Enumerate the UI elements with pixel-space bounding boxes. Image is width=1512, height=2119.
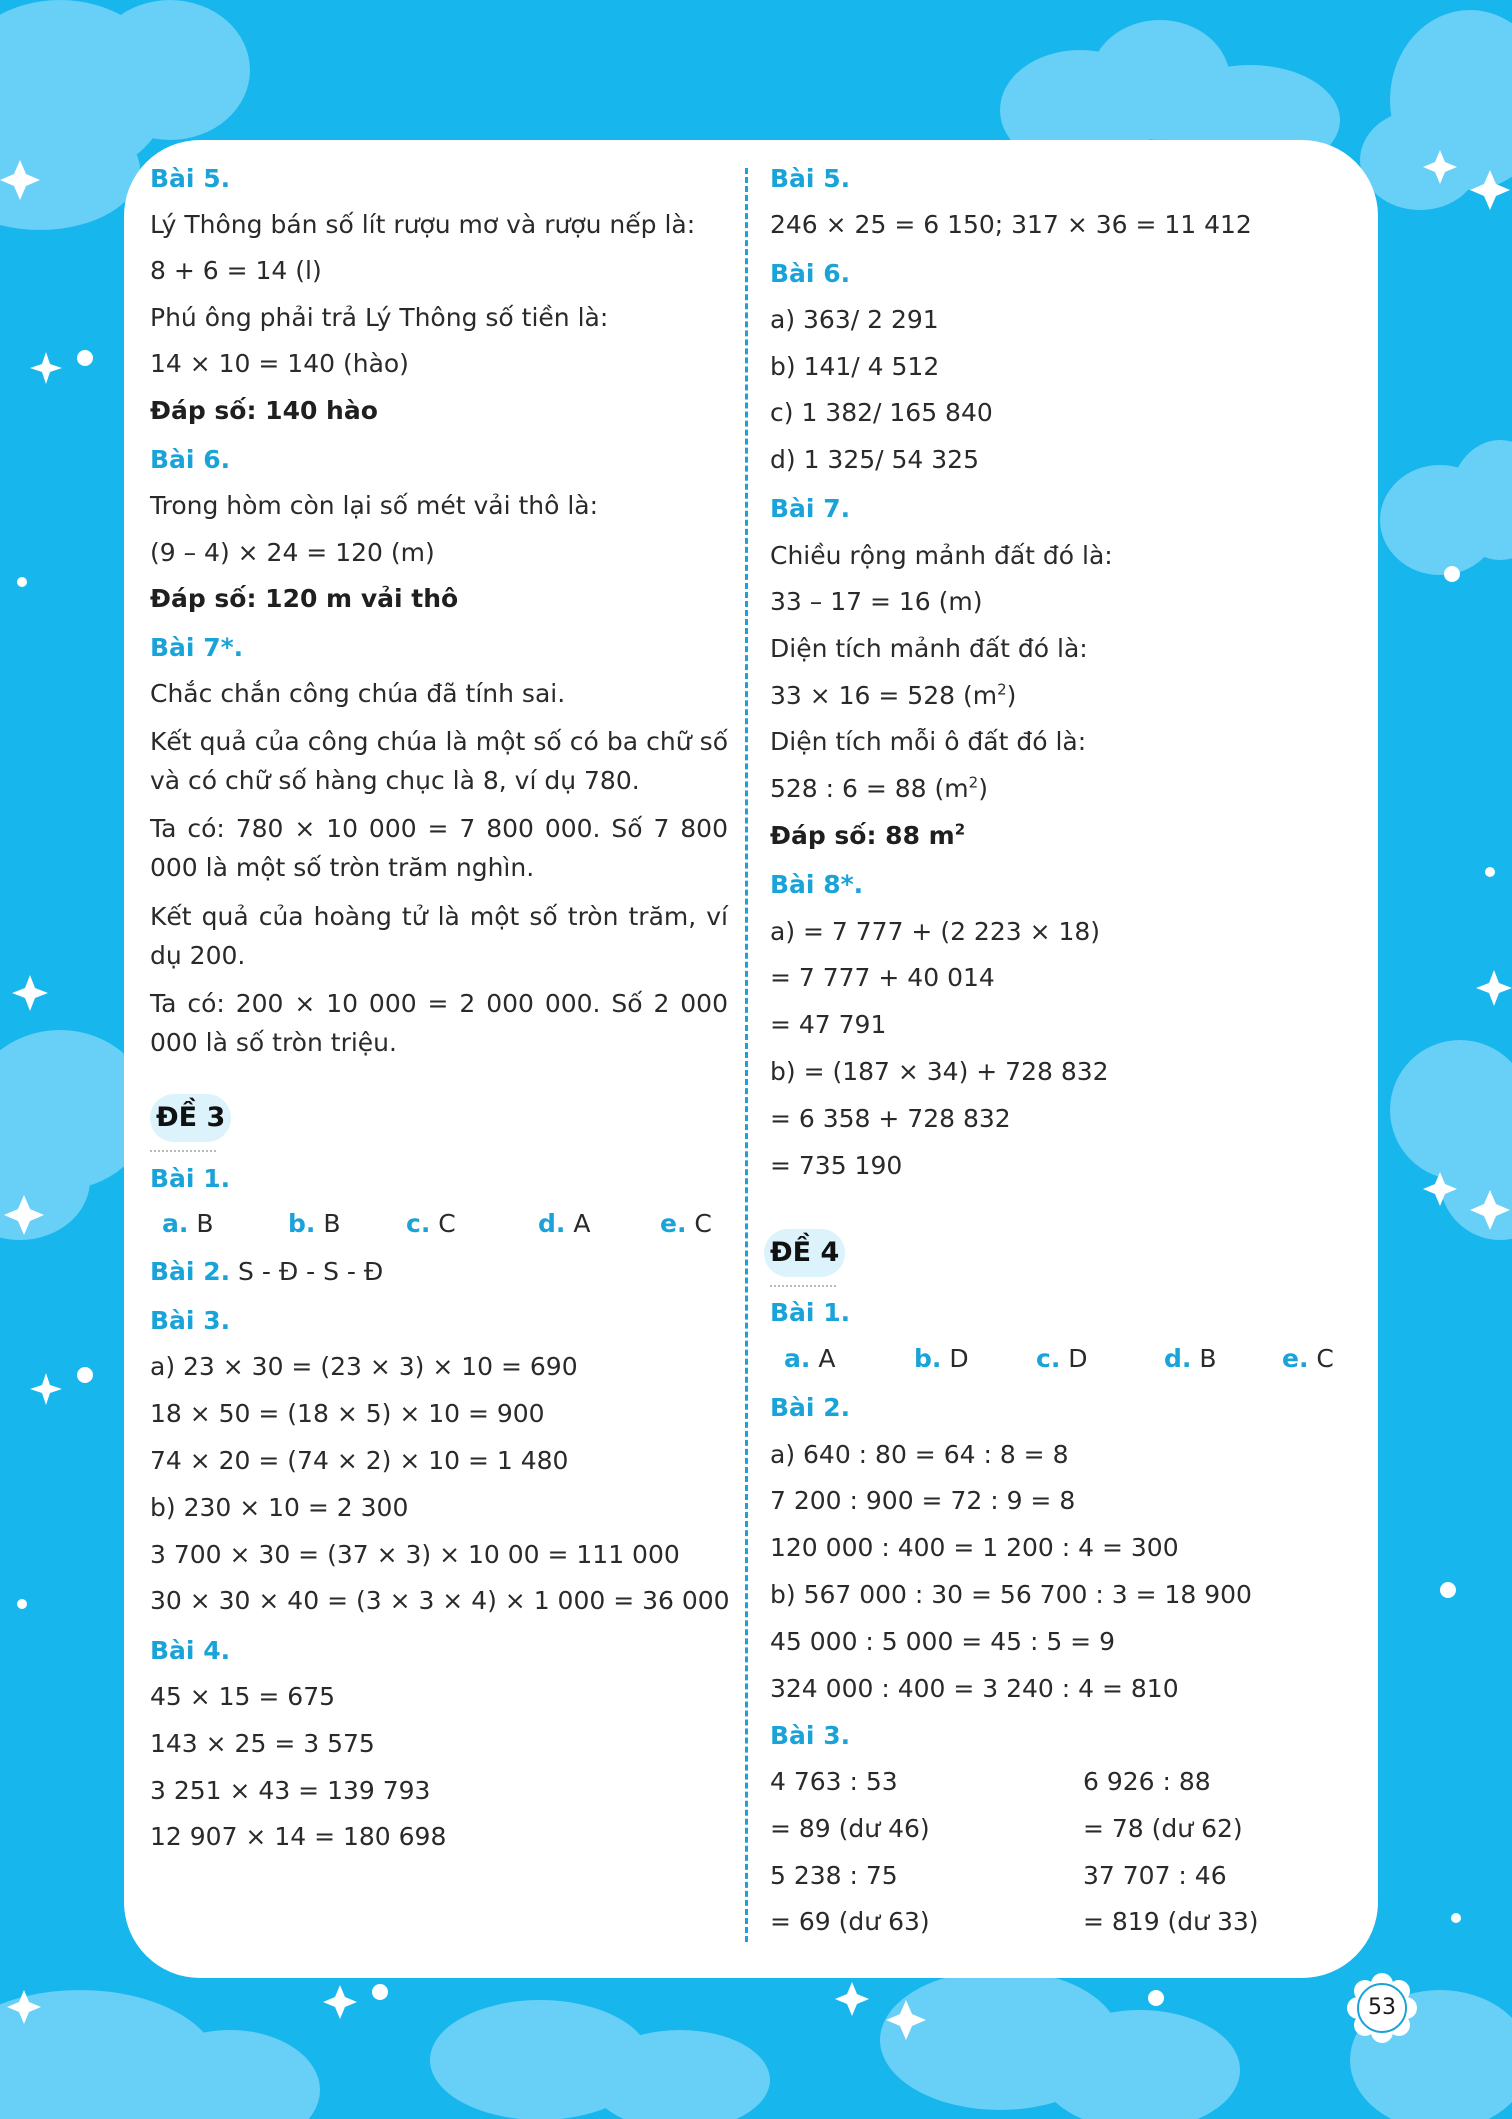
text-paragraph: Ta có: 200 × 10 000 = 2 000 000. Số 2 000 000 là số tròn triệu. (150, 989, 728, 1057)
text-line: = 6 358 + 728 832 (770, 1104, 1011, 1133)
option-c: c. D (1036, 1344, 1088, 1373)
text-line: 5 238 : 75 (770, 1861, 898, 1890)
text-line: 3 700 × 30 = (37 × 3) × 10 00 = 111 000 (150, 1540, 680, 1569)
text-line: 30 × 30 × 40 = (3 × 3 × 4) × 1 000 = 36 000 (150, 1586, 730, 1615)
text-line: b) = (187 × 34) + 728 832 (770, 1057, 1109, 1086)
sparkle-icon (30, 1373, 62, 1405)
text-line: a) 23 × 30 = (23 × 3) × 10 = 690 (150, 1352, 578, 1381)
exam-badge: ĐỀ 3 (150, 1094, 231, 1142)
text-line: 143 × 25 = 3 575 (150, 1729, 375, 1758)
text-line: = 7 777 + 40 014 (770, 963, 995, 992)
section-heading: Bài 3. (150, 1306, 231, 1335)
dot-decoration (1485, 867, 1495, 877)
option-d: d. A (538, 1209, 591, 1238)
sparkle-icon (835, 1982, 869, 2016)
text-line: 74 × 20 = (74 × 2) × 10 = 1 480 (150, 1446, 569, 1475)
section-heading: Bài 1. (770, 1298, 851, 1327)
text-line: 246 × 25 = 6 150; 317 × 36 = 11 412 (770, 210, 1252, 239)
area-line: 528 : 6 = 88 $(m^2)$ (770, 773, 988, 803)
text-line: = 78 (dư 62) (1083, 1814, 1243, 1843)
text-line: Chiều rộng mảnh đất đó là: (770, 541, 1113, 570)
dot-decoration (17, 577, 27, 587)
dot-decoration (372, 1984, 388, 2000)
exam-badge: ĐỀ 4 (764, 1229, 845, 1277)
dot-decoration (77, 350, 93, 366)
text-line: 120 000 : 400 = 1 200 : 4 = 300 (770, 1533, 1179, 1562)
section-heading: Bài 1. (150, 1164, 231, 1193)
text-line: 37 707 : 46 (1083, 1861, 1227, 1890)
option-d: d. B (1164, 1344, 1217, 1373)
text-line: Phú ông phải trả Lý Thông số tiền là: (150, 303, 609, 332)
text-line: Diện tích mảnh đất đó là: (770, 634, 1088, 663)
option-b: b. D (914, 1344, 969, 1373)
text-line: 12 907 × 14 = 180 698 (150, 1822, 447, 1851)
text-line: c) 1 382/ 165 840 (770, 398, 993, 427)
section-heading: Bài 3. (770, 1721, 851, 1750)
cloud-decoration (880, 1970, 1240, 2119)
text-line: b) 567 000 : 30 = 56 700 : 3 = 18 900 (770, 1580, 1252, 1609)
text-line: 45 × 15 = 675 (150, 1682, 336, 1711)
cloud-decoration (430, 2000, 770, 2119)
answer-line: Đáp số: 88 $m^2$ (770, 820, 966, 850)
text-line: 14 × 10 = 140 (hào) (150, 349, 409, 378)
text-line: 8 + 6 = 14 (l) (150, 256, 322, 285)
text-paragraph: Ta có: 780 × 10 000 = 7 800 000. Số 7 800 000 là một số tròn trăm nghìn. (150, 814, 728, 882)
text-line: Lý Thông bán số lít rượu mơ và rượu nếp là: (150, 210, 696, 239)
text-line: = 69 (dư 63) (770, 1907, 930, 1936)
dot-decoration (1440, 1582, 1456, 1598)
text-line: (9 – 4) × 24 = 120 (m) (150, 538, 435, 567)
sparkle-icon (12, 975, 48, 1011)
answer-line: Đáp số: 120 m vải thô (150, 584, 459, 613)
text-line: d) 1 325/ 54 325 (770, 445, 979, 474)
section-heading: Bài 5. (150, 164, 231, 193)
answer-line: Đáp số: 140 hào (150, 396, 378, 425)
section-heading: Bài 5. (770, 164, 851, 193)
page-number: 53 (1368, 1995, 1396, 2020)
text-line: 6 926 : 88 (1083, 1767, 1211, 1796)
option-a: a. A (784, 1344, 836, 1373)
section-heading: Bài 4. (150, 1636, 231, 1665)
text-line: = 47 791 (770, 1010, 887, 1039)
text-line: a) 363/ 2 291 (770, 305, 939, 334)
option-c: c. C (406, 1209, 456, 1238)
section-heading: Bài 6. (770, 259, 851, 288)
text-line: 7 200 : 900 = 72 : 9 = 8 (770, 1486, 1076, 1515)
cloud-decoration (1380, 440, 1512, 575)
bai2-line: Bài 2. S - Đ - S - Đ (150, 1257, 384, 1286)
text-line: Chắc chắn công chúa đã tính sai. (150, 679, 566, 708)
text-line: Trong hòm còn lại số mét vải thô là: (150, 491, 599, 520)
star-icon (1476, 970, 1512, 1006)
option-a: a. B (162, 1209, 214, 1238)
dot-decoration (1451, 1913, 1461, 1923)
sparkle-icon (323, 1985, 357, 2019)
text-line: 324 000 : 400 = 3 240 : 4 = 810 (770, 1674, 1179, 1703)
text-paragraph: Kết quả của công chúa là một số có ba chữ số và có chữ số hàng chục là 8, ví dụ 780. (150, 727, 728, 795)
section-heading: Bài 6. (150, 445, 231, 474)
option-e: e. C (1282, 1344, 1334, 1373)
section-heading: Bài 2. (770, 1393, 851, 1422)
dot-decoration (1444, 566, 1460, 582)
option-e: e. C (660, 1209, 712, 1238)
dot-decoration (77, 1367, 93, 1383)
text-line: a) 640 : 80 = 64 : 8 = 8 (770, 1440, 1069, 1469)
text-line: 4 763 : 53 (770, 1767, 898, 1796)
sparkle-icon (30, 352, 62, 384)
section-heading: Bài 7. (770, 494, 851, 523)
text-line: b) 141/ 4 512 (770, 352, 940, 381)
text-line: = 89 (dư 46) (770, 1814, 930, 1843)
text-line: b) 230 × 10 = 2 300 (150, 1493, 409, 1522)
cloud-decoration (0, 1990, 320, 2119)
text-line: 33 – 17 = 16 (m) (770, 587, 983, 616)
option-b: b. B (288, 1209, 341, 1238)
text-line: 18 × 50 = (18 × 5) × 10 = 900 (150, 1399, 545, 1428)
dot-decoration (1148, 1990, 1164, 2006)
text-line: 45 000 : 5 000 = 45 : 5 = 9 (770, 1627, 1115, 1656)
text-paragraph: Kết quả của hoàng tử là một số tròn trăm, ví dụ 200. (150, 902, 728, 970)
badge-underline (150, 1150, 216, 1152)
section-heading: Bài 7*. (150, 633, 244, 662)
badge-underline (770, 1285, 836, 1287)
text-line: 3 251 × 43 = 139 793 (150, 1776, 431, 1805)
area-line: 33 × 16 = 528 $(m^2)$ (770, 680, 1017, 710)
text-line: a) = 7 777 + (2 223 × 18) (770, 917, 1101, 946)
text-line: = 735 190 (770, 1151, 903, 1180)
dot-decoration (17, 1599, 27, 1609)
page-number-badge (1346, 1972, 1418, 2044)
text-line: Diện tích mỗi ô đất đó là: (770, 727, 1087, 756)
column-divider (745, 168, 748, 1942)
text-line: = 819 (dư 33) (1083, 1907, 1259, 1936)
section-heading: Bài 8*. (770, 870, 864, 899)
